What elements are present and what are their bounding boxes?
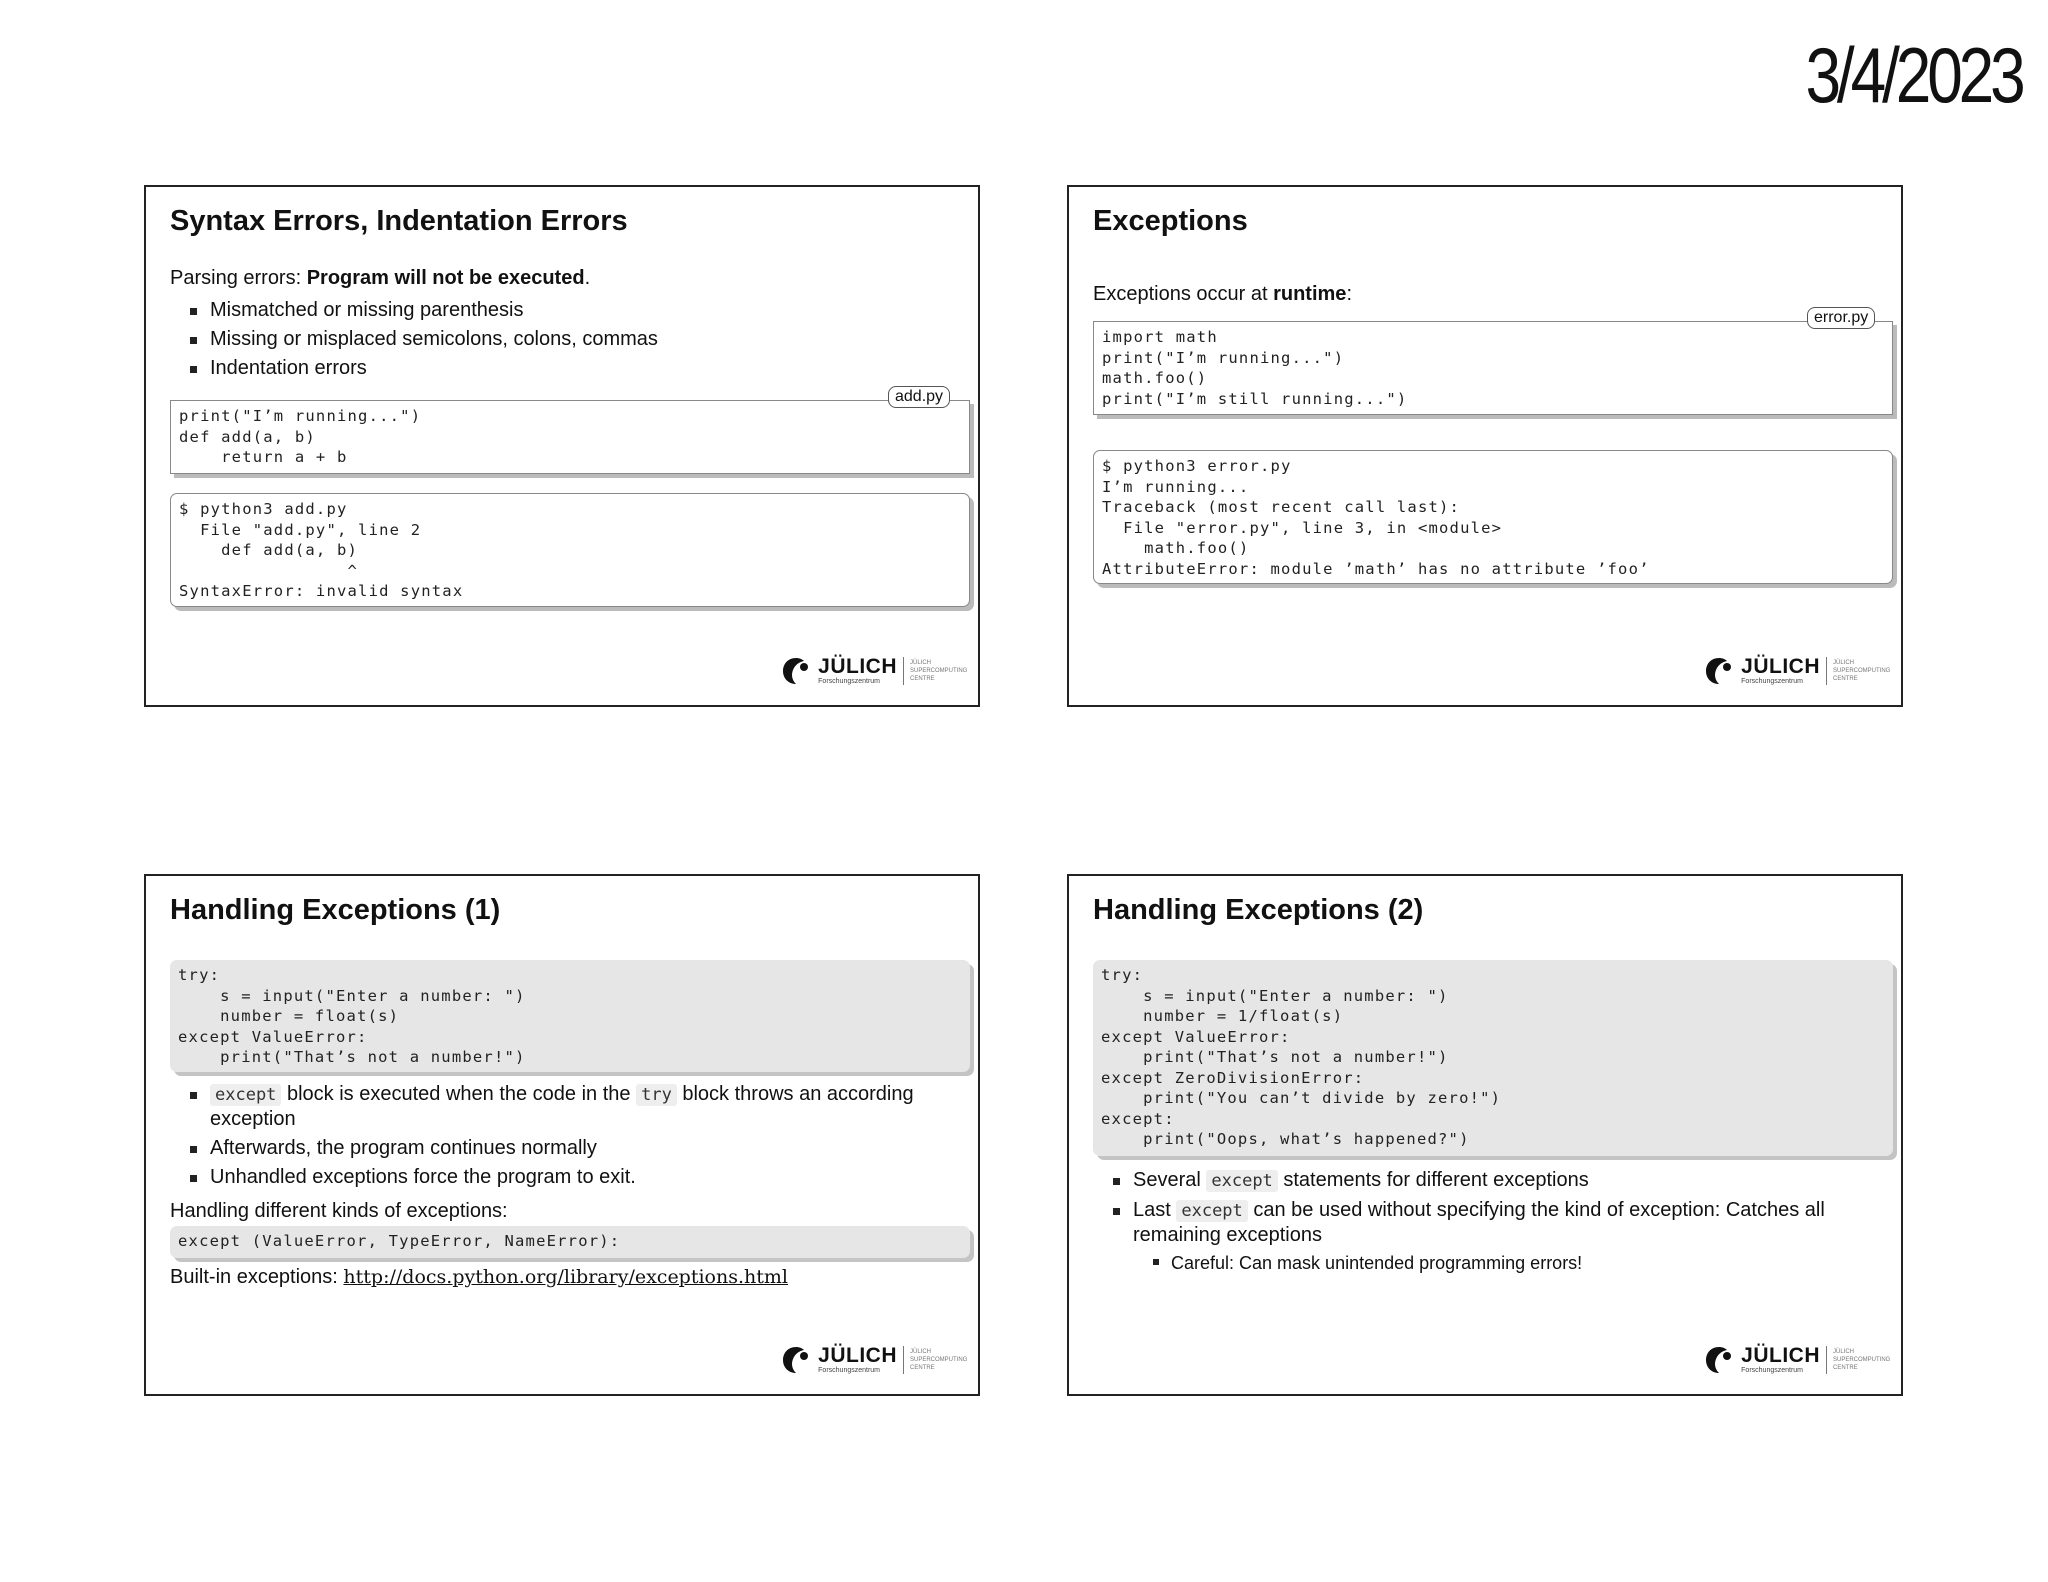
- intro-end: :: [1346, 283, 1352, 305]
- logo-side: JÜLICH SUPERCOMPUTING CENTRE: [1833, 1349, 1891, 1371]
- intro-bold: Program will not be executed: [306, 267, 585, 289]
- bullet-item: Indentation errors: [190, 356, 950, 380]
- bullet-text: Last: [1133, 1199, 1177, 1221]
- bullet-item: [1113, 1198, 1873, 1275]
- logo-side: JÜLICH SUPERCOMPUTING CENTRE: [910, 660, 968, 682]
- builtin-line: [170, 1266, 788, 1289]
- slide-title: Handling Exceptions (2): [1093, 894, 1424, 926]
- file-label: add.py: [888, 386, 950, 408]
- sub-bullet-list: [1153, 1251, 1873, 1275]
- intro-bold: runtime: [1273, 283, 1347, 305]
- terminal-output: $ python3 error.py I’m running... Traceback (most recent call last): File "error.py", line 3, in <module> math.foo() AttributeError: module ’math’ has no attribute ’foo’: [1093, 450, 1893, 584]
- inline-code: except: [210, 1084, 281, 1106]
- kinds-label: Handling different kinds of exceptions:: [170, 1200, 508, 1222]
- logo-name: JÜLICH: [1741, 1343, 1820, 1367]
- docs-link[interactable]: http://docs.python.org/library/exceptions.html: [343, 1266, 788, 1288]
- logo-sub: Forschungszentrum: [818, 677, 881, 685]
- page-date: 3/4/2023: [1805, 31, 2022, 119]
- julich-logo-icon: [1703, 655, 1735, 687]
- logo-divider: [1826, 1346, 1827, 1374]
- bullet-list: [190, 298, 950, 385]
- logo-sub: Forschungszentrum: [1741, 677, 1804, 685]
- logo-sub: Forschungszentrum: [818, 1366, 881, 1374]
- bullet-item: Afterwards, the program continues normally: [190, 1136, 950, 1160]
- logo-divider: [1826, 657, 1827, 685]
- bullet-text: block is executed when the code in the: [281, 1083, 637, 1105]
- intro-text: [1093, 283, 1352, 306]
- julich-logo: [780, 653, 968, 689]
- slide-handling-exceptions-1: [144, 874, 980, 1396]
- logo-side: JÜLICH SUPERCOMPUTING CENTRE: [910, 1349, 968, 1371]
- code-block-kinds: except (ValueError, TypeError, NameError):: [170, 1226, 970, 1258]
- terminal-output: $ python3 add.py File "add.py", line 2 def add(a, b) ^ SyntaxError: invalid syntax: [170, 493, 970, 607]
- bullet-text: can be used without specifying the kind of exception: Catches all remaining exceptions: [1133, 1199, 1825, 1246]
- bullet-list: [1113, 1168, 1873, 1280]
- logo-sub: Forschungszentrum: [1741, 1366, 1804, 1374]
- bullet-text: statements for different exceptions: [1277, 1169, 1589, 1191]
- code-block: try: s = input("Enter a number: ") number = 1/float(s) except ValueError: print("That’s not a number!") except ZeroDivisionError: print("You can’t divide by zero!") except: print("Oops, what’s happened?"): [1093, 960, 1893, 1156]
- slide-exceptions: [1067, 185, 1903, 707]
- logo-name: JÜLICH: [818, 1343, 897, 1367]
- julich-logo-icon: [1703, 1344, 1735, 1376]
- logo-name: JÜLICH: [1741, 654, 1820, 678]
- julich-logo: [780, 1342, 968, 1378]
- bullet-item: Unhandled exceptions force the program to exit.: [190, 1165, 950, 1189]
- slide-title: Exceptions: [1093, 205, 1248, 237]
- bullet-text: Several: [1133, 1169, 1207, 1191]
- inline-code: except: [1176, 1200, 1247, 1222]
- slide-title: Handling Exceptions (1): [170, 894, 501, 926]
- julich-logo: [1703, 653, 1891, 689]
- bullet-item: [190, 1082, 950, 1131]
- slide-syntax-errors: [144, 185, 980, 707]
- slide-handling-exceptions-2: [1067, 874, 1903, 1396]
- code-block: try: s = input("Enter a number: ") number = float(s) except ValueError: print("That’s not a number!"): [170, 960, 970, 1072]
- bullet-list: [190, 1082, 950, 1194]
- slide-title: Syntax Errors, Indentation Errors: [170, 205, 628, 237]
- logo-side: JÜLICH SUPERCOMPUTING CENTRE: [1833, 660, 1891, 682]
- logo-divider: [903, 1346, 904, 1374]
- intro-plain: Exceptions occur at: [1093, 283, 1274, 305]
- bullet-item: Mismatched or missing parenthesis: [190, 298, 950, 322]
- file-label: error.py: [1807, 307, 1875, 329]
- intro-end: .: [584, 267, 591, 289]
- code-file-error-py: import math print("I’m running...") math.foo() print("I’m still running..."): [1093, 321, 1893, 415]
- sub-bullet-item: Careful: Can mask unintended programming errors!: [1153, 1251, 1873, 1275]
- inline-code: try: [636, 1084, 677, 1106]
- inline-code: except: [1206, 1170, 1277, 1192]
- logo-name: JÜLICH: [818, 654, 897, 678]
- intro-text: [170, 267, 590, 290]
- bullet-item: Missing or misplaced semicolons, colons, commas: [190, 327, 950, 351]
- bullet-item: [1113, 1168, 1873, 1193]
- intro-plain: Parsing errors:: [170, 267, 307, 289]
- builtin-label: Built-in exceptions:: [170, 1266, 344, 1288]
- julich-logo: [1703, 1342, 1891, 1378]
- logo-divider: [903, 657, 904, 685]
- code-file-add-py: print("I’m running...") def add(a, b) return a + b: [170, 400, 970, 474]
- julich-logo-icon: [780, 1344, 812, 1376]
- julich-logo-icon: [780, 655, 812, 687]
- bullet-text: block throws an according exception: [210, 1083, 914, 1130]
